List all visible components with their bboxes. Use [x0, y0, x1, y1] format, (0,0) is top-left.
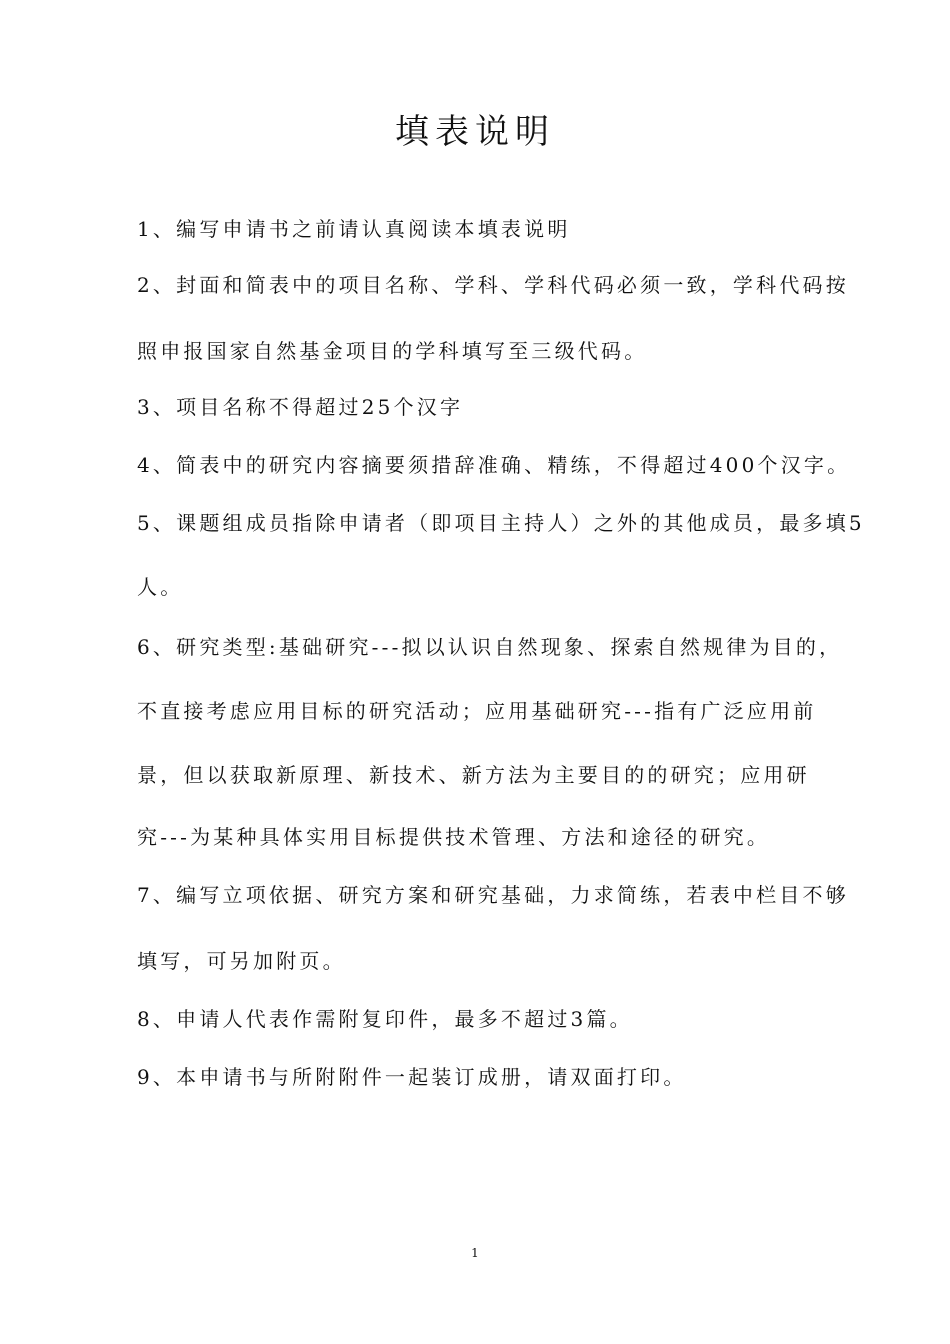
page-number: 1 — [471, 1246, 479, 1260]
instruction-item-8: 8、申请人代表作需附复印件，最多不超过3篇。 — [137, 1007, 633, 1031]
instruction-item-6-continued-3: 究---为某种具体实用目标提供技术管理、方法和途径的研究。 — [137, 825, 771, 849]
instruction-item-6-continued-2: 景，但以获取新原理、新技术、新方法为主要目的的研究；应用研 — [137, 763, 810, 787]
instruction-item-5: 5、课题组成员指除申请者（即项目主持人）之外的其他成员，最多填5 — [137, 511, 865, 535]
instruction-item-7: 7、编写立项依据、研究方案和研究基础，力求简练，若表中栏目不够 — [137, 883, 849, 907]
instruction-item-3: 3、项目名称不得超过25个汉字 — [137, 395, 464, 419]
instruction-item-4: 4、简表中的研究内容摘要须措辞准确、精练，不得超过400个汉字。 — [137, 453, 851, 477]
instruction-item-1: 1、编写申请书之前请认真阅读本填表说明 — [137, 217, 571, 241]
instruction-item-2-continued: 照申报国家自然基金项目的学科填写至三级代码。 — [137, 339, 648, 363]
page-title: 填表说明 — [395, 112, 555, 152]
instruction-item-7-continued: 填写，可另加附页。 — [137, 949, 346, 973]
instruction-item-9: 9、本申请书与所附附件一起装订成册，请双面打印。 — [137, 1065, 687, 1089]
instruction-item-6-continued-1: 不直接考虑应用目标的研究活动；应用基础研究---指有广泛应用前 — [137, 699, 817, 723]
instruction-item-5-continued: 人。 — [137, 575, 184, 599]
instruction-item-6: 6、研究类型:基础研究---拟以认识自然现象、探索自然规律为目的， — [137, 635, 843, 659]
instruction-item-2: 2、封面和简表中的项目名称、学科、学科代码必须一致，学科代码按 — [137, 273, 849, 297]
